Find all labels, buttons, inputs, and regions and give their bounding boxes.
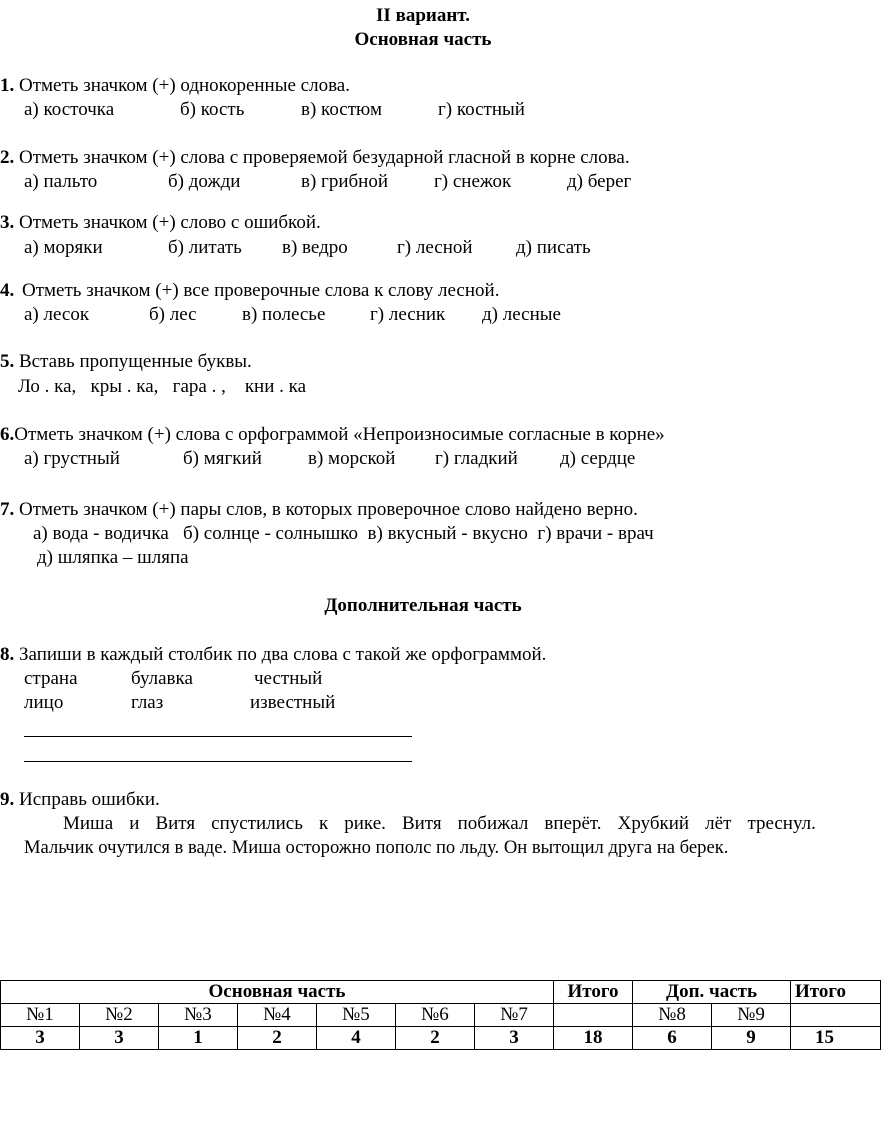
task-text: Отметь значком (+) слова с орфограммой «Непроизносимые согласные в корне» [14,424,665,445]
task-4-option[interactable]: г) лесник [370,304,446,325]
task-2-option[interactable]: г) снежок [434,171,512,192]
score-points-total: 18 [554,1027,633,1050]
task-6-option[interactable]: а) грустный [24,448,120,469]
score-task-label: №3 [159,1004,238,1027]
task-number: 3. [0,212,15,233]
score-table-task-row [1,1004,881,1027]
task-text: Отметь значком (+) слова с проверяемой безударной гласной в корне слова. [19,147,630,168]
score-header-extra: Доп. часть [633,981,791,1004]
task-text: Запиши в каждый столбик по два слова с такой же орфограммой. [19,644,547,665]
task-1-option[interactable]: б) кость [180,99,245,120]
paragraph-word: и [129,813,140,834]
score-points: 9 [712,1027,791,1050]
score-points-total-extra: 15 [791,1027,881,1050]
task-4-option[interactable]: д) лесные [482,304,561,325]
paragraph-word: побижал [457,813,529,834]
variant-title: II вариант. [376,5,470,26]
task-8-word: известный [250,692,336,713]
score-task-label: №8 [633,1004,712,1027]
task-number: 9. [0,789,15,810]
paragraph-word: треснул. [747,813,816,834]
task-2-option[interactable]: а) пальто [24,171,98,192]
task-3-option[interactable]: г) лесной [397,237,473,258]
task-1-option[interactable]: г) костный [438,99,525,120]
task-6-question [0,424,665,446]
task-4-option[interactable]: а) лесок [24,304,90,325]
task-number: 6. [0,424,15,445]
task-6-option[interactable]: в) морской [308,448,396,469]
task-2-question [0,147,630,169]
score-points: 3 [1,1027,80,1050]
answer-line[interactable] [24,761,412,762]
paragraph-word: Хрубкий [617,813,690,834]
task-6-option[interactable]: г) гладкий [435,448,518,469]
task-4-question [0,280,499,302]
score-task-label: №7 [475,1004,554,1027]
task-text: Отметь значком (+) однокоренные слова. [19,75,350,96]
score-table-header-row [1,981,881,1004]
task-number: 2. [0,147,15,168]
paragraph-word: Витя [401,813,442,834]
score-table [0,980,881,1050]
task-8-word: лицо [24,692,64,713]
main-part-title: Основная часть [354,29,492,50]
score-header-total: Итого [554,981,633,1004]
task-4-option[interactable]: в) полесье [242,304,326,325]
task-3-option[interactable]: д) писать [516,237,591,258]
paragraph-word: Витя [155,813,196,834]
task-7-options-line-2[interactable]: д) шляпка – шляпа [37,547,189,568]
score-points: 1 [159,1027,238,1050]
task-1-option[interactable]: в) костюм [301,99,382,120]
task-number: 7. [0,499,15,520]
task-3-option[interactable]: б) литать [168,237,242,258]
task-text: Отметь значком (+) слово с ошибкой. [19,212,321,233]
paragraph-word: спустились [211,813,303,834]
score-task-label [791,1004,881,1027]
task-2-option[interactable]: в) грибной [301,171,389,192]
task-text: Отметь значком (+) все проверочные слова к слову лесной. [22,280,500,301]
score-task-label: №2 [80,1004,159,1027]
score-table-points-row [1,1027,881,1050]
task-5-question [0,351,252,373]
score-header-total-extra: Итого [791,981,881,1004]
task-number: 8. [0,644,15,665]
task-8-word: глаз [131,692,164,713]
score-task-label: №6 [396,1004,475,1027]
score-task-label: №4 [238,1004,317,1027]
task-5-words[interactable]: Ло . ка, кры . ка, гара . , кни . ка [18,376,307,397]
task-4-option[interactable]: б) лес [149,304,197,325]
task-text: Вставь пропущенные буквы. [19,351,252,372]
task-3-option[interactable]: в) ведро [282,237,348,258]
score-points: 2 [238,1027,317,1050]
score-points: 2 [396,1027,475,1050]
task-6-option[interactable]: д) сердце [560,448,636,469]
task-3-question [0,212,321,234]
task-7-question [0,499,638,521]
score-points: 3 [80,1027,159,1050]
task-8-word: булавка [131,668,193,689]
paragraph-word: к [318,813,329,834]
task-7-options-line-1[interactable]: а) вода - водичка б) солнце - солнышко в) вкусный - вкусно г) врачи - врач [33,523,654,544]
score-task-label: №9 [712,1004,791,1027]
paragraph-word: вперёт. [544,813,602,834]
task-number: 5. [0,351,15,372]
additional-part-title: Дополнительная часть [324,595,522,616]
task-9-paragraph-line-1[interactable] [63,813,816,835]
score-task-label [554,1004,633,1027]
score-points: 3 [475,1027,554,1050]
task-text: Исправь ошибки. [19,789,160,810]
task-text: Отметь значком (+) пары слов, в которых проверочное слово найдено верно. [19,499,638,520]
score-task-label: №5 [317,1004,396,1027]
task-number: 4. [0,280,15,301]
task-8-question [0,644,546,666]
score-points: 6 [633,1027,712,1050]
task-3-option[interactable]: а) моряки [24,237,103,258]
task-9-paragraph-line-2[interactable]: Мальчик очутился в ваде. Миша осторожно пополс по льду. Он вытощил друга на берек. [24,837,729,858]
score-task-label: №1 [1,1004,80,1027]
score-header-main: Основная часть [1,981,554,1004]
paragraph-word: рике. [344,813,386,834]
answer-line[interactable] [24,736,412,737]
task-6-option[interactable]: б) мягкий [183,448,262,469]
paragraph-word: Миша [63,813,114,834]
task-1-option[interactable]: а) косточка [24,99,115,120]
task-number: 1. [0,75,15,96]
task-1-question [0,75,350,97]
score-points: 4 [317,1027,396,1050]
paragraph-word: лёт [705,813,732,834]
task-9-question [0,789,160,811]
task-8-word: страна [24,668,78,689]
task-8-word: честный [254,668,323,689]
task-2-option[interactable]: д) берег [567,171,632,192]
task-2-option[interactable]: б) дожди [168,171,241,192]
